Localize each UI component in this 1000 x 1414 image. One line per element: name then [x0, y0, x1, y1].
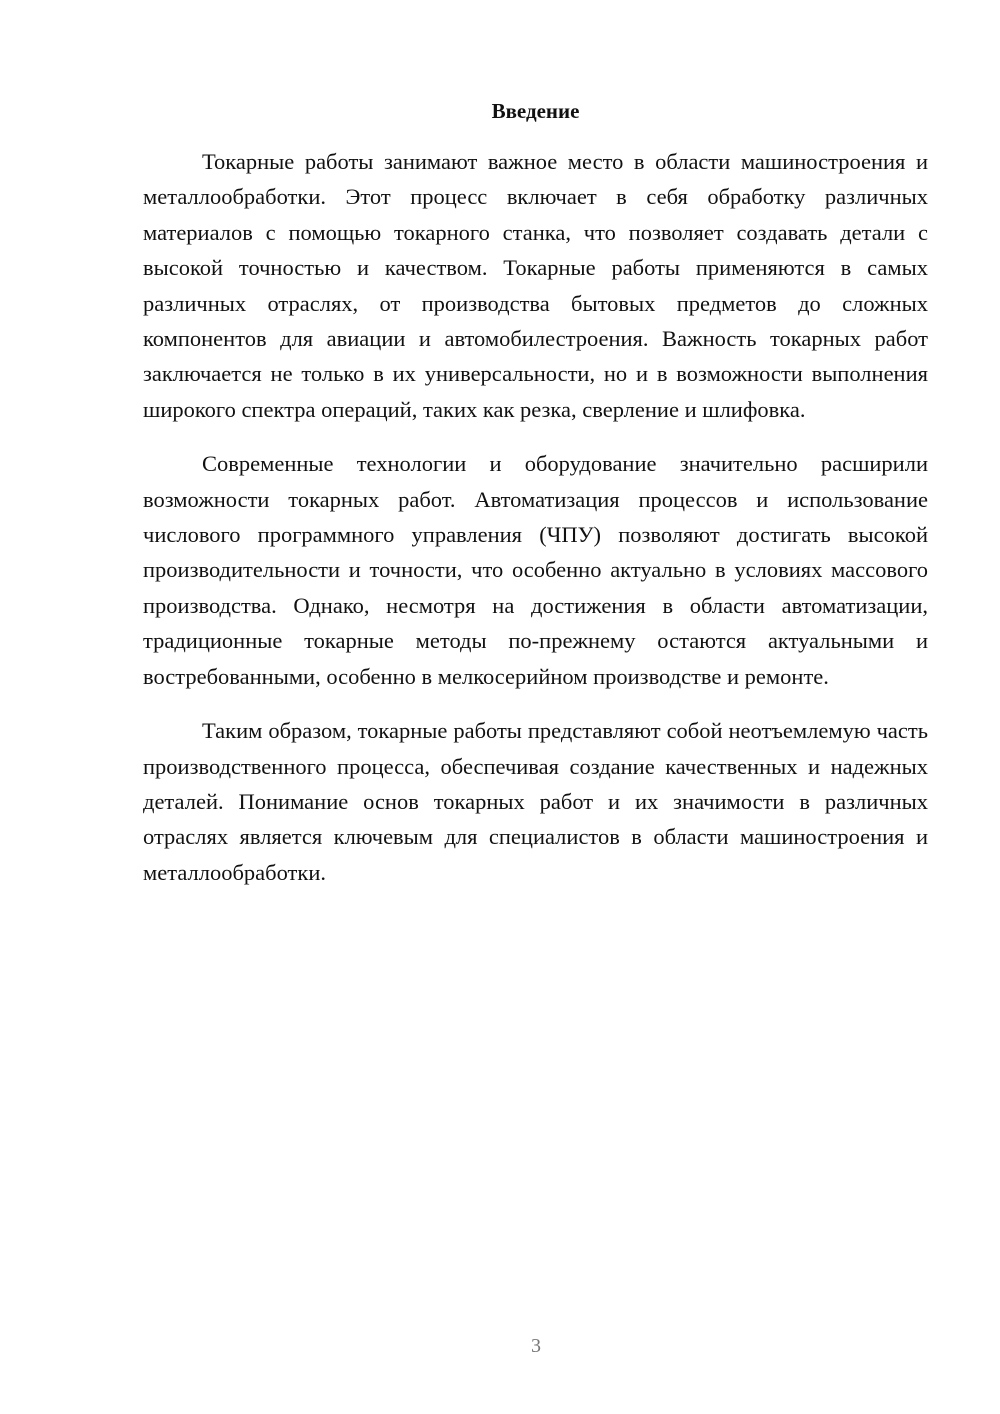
paragraph-1: Токарные работы занимают важное место в области машиностроения и металлообработки. Этот процесс включает в себя обработку различных материалов с помощью токарного станка, что позволяет создавать детали с высокой точностью и качеством. Токарные работы применяются в самых различных отраслях, от производства бытовых предметов до сложных компонентов для авиации и автомобилестроения. Важность токарных работ заключается не только в их универсальности, но и в возможности выполнения широкого спектра операций, таких как резка, сверление и шлифовка.: [143, 149, 928, 422]
page-number: 3: [531, 1335, 541, 1357]
paragraph-3: Таким образом, токарные работы представляют собой неотъемлемую часть производственного процесса, обеспечивая создание качественных и надежных деталей. Понимание основ токарных работ и их значимости в различных отраслях является ключевым для специалистов в области машиностроения и металлообработки.: [143, 718, 928, 885]
paragraph-2: Современные технологии и оборудование значительно расширили возможности токарных работ. Автоматизация процессов и использование числового программного управления (ЧПУ) позволяют достигать высокой производительности и точности, что особенно актуально в условиях массового производства. Однако, несмотря на достижения в области автоматизации, традиционные токарные методы по-прежнему остаются актуальными и востребованными, особенно в мелкосерийном производстве и ремонте.: [143, 451, 928, 689]
section-heading: Введение: [491, 99, 580, 123]
document-body: [143, 96, 928, 890]
